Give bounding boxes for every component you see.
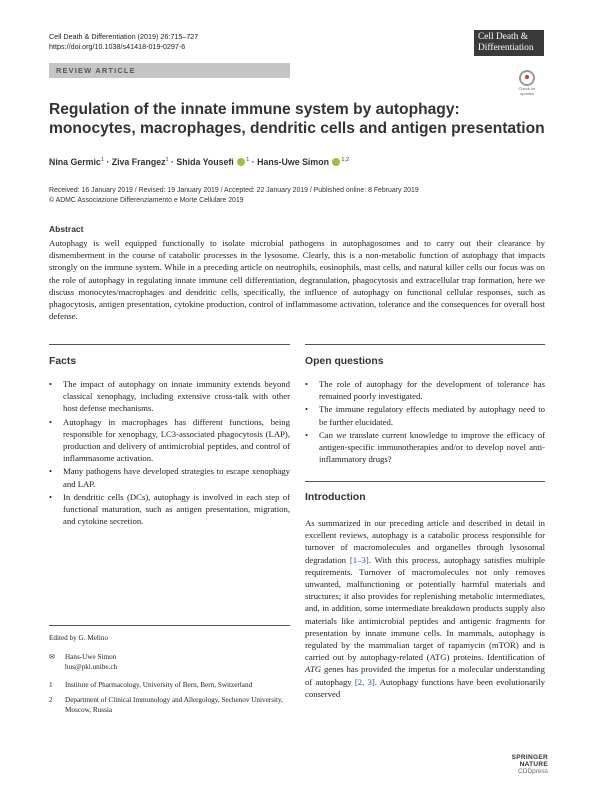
facts-list-container: [49, 378, 290, 528]
citation-link[interactable]: [2, 3]: [354, 676, 375, 687]
affiliation-number: 2: [49, 696, 53, 704]
author-3[interactable]: Shida Yousefi $^1$: [176, 156, 250, 167]
correspondence-name: Hans-Uwe Simon: [65, 653, 117, 661]
orcid-icon[interactable]: [237, 158, 245, 166]
facts-list: [49, 378, 290, 527]
open-question-item: • The role of autophagy for the development of tolerance has remained poorly investigated.: [305, 378, 545, 402]
check-for-updates-badge[interactable]: [514, 70, 540, 96]
open-questions-rule: [305, 344, 545, 345]
envelope-icon: ✉: [49, 652, 56, 661]
journal-citation: Cell Death & Differentiation (2019) 26:715–727: [49, 32, 199, 41]
check-updates-icon: [519, 70, 535, 86]
facts-item: • Many pathogens have developed strategies to escape xenophagy and LAP.: [49, 465, 290, 489]
affiliation-text: Institute of Pharmacology, University of Bern, Bern, Switzerland: [65, 681, 253, 689]
affiliation-text: Department of Clinical Immunology and Allergology, Sechenov University, Moscow, Russia: [65, 696, 283, 714]
author-4[interactable]: Hans-Uwe Simon $^{1,2}$: [257, 156, 350, 167]
correspondence-email[interactable]: hus@pki.unibe.ch: [65, 663, 118, 671]
introduction-heading: Introduction: [305, 492, 366, 503]
affiliation-1: [49, 680, 290, 690]
author-list: Nina Germic$^1$ · Ziva Frangez$^1$ · Shida Yousefi $^1$ · Hans-Uwe Simon $^{1,2}$: [49, 156, 350, 167]
journal-logo-line1: Cell Death &: [478, 32, 528, 42]
footnote-rule: [49, 625, 290, 626]
article-title: Regulation of the innate immune system by autophagy: monocytes, macrophages, dendritic cells and antigen presentation: [49, 101, 545, 137]
doi-link[interactable]: https://doi.org/10.1038/s41418-019-0297-6: [49, 42, 186, 51]
introduction-rule: [305, 481, 545, 482]
orcid-icon[interactable]: [332, 158, 340, 166]
facts-item: • Autophagy in macrophages has different functions, being responsible for xenophagy, LC3-associated phagocytosis (LAP), production and delivery of antimicrobial peptides, and control of inflammasome activation.: [49, 416, 290, 465]
affiliation-number: 1: [49, 681, 53, 689]
abstract-heading: Abstract: [49, 224, 84, 234]
publication-dates: Received: 16 January 2019 / Revised: 19 January 2019 / Accepted: 22 January 2019 / Published online: 8 February 2019: [49, 187, 419, 194]
facts-item: • In dendritic cells (DCs), autophagy is involved in each step of functional maturation, such as antigen presentation, migration, and cytokine secretion.: [49, 491, 290, 528]
journal-logo-line2: Differentiation: [478, 42, 534, 53]
publisher-name: SPRINGER NATURE: [511, 754, 548, 768]
open-questions-container: [305, 378, 545, 466]
publication-dates-block: [49, 186, 549, 206]
citation-link[interactable]: [1–3]: [349, 554, 369, 565]
edited-by: Edited by G. Melino: [49, 634, 109, 642]
author-2[interactable]: Ziva Frangez$^1$: [111, 156, 169, 167]
open-questions-list: [305, 378, 545, 465]
facts-heading: Facts: [49, 356, 77, 367]
open-question-item: • The immune regulatory effects mediated by autophagy need to be further elucidated.: [305, 403, 545, 427]
facts-rule: [49, 344, 290, 345]
journal-logo: [474, 30, 544, 56]
footnotes-block: [49, 633, 290, 715]
facts-item: • The impact of autophagy on innate immunity extends beyond classical xenophagy, including extensive cross-talk with other host defense mechanisms.: [49, 378, 290, 415]
open-questions-heading: Open questions: [305, 356, 384, 367]
publisher-logo: [488, 754, 548, 775]
open-question-item: • Can we translate current knowledge to improve the efficacy of antigen-specific immunotherapies and/or to develop novel anti-inflammatory drugs?: [305, 429, 545, 466]
copyright-line: © ADMC Associazione Differenziamento e Morte Cellulare 2019: [49, 197, 244, 204]
affiliation-2: [49, 695, 290, 715]
author-1[interactable]: Nina Germic$^1$: [49, 156, 104, 167]
introduction-text: As summarized in our preceding article and described in detail in excellent reviews, autophagy is a catabolic process responsible for turnover of macromolecules and organelles through lysosomal degradation [1–3]. With this process, autophagy satisfies multiple requirements. Turnover of macromolecules not only removes unwanted, malfunctioning or potentially harmful materials and structures; it also provides for replenishing metabolic intermediates, and, in addition, some intermediate breakdown products supply also materials like antimicrobial peptides and antigenic fragments for presentation by innate immune cells. In mammals, autophagy is regulated by the mammalian target of rapamycin (mTOR) and is carried out by autophagy-related (ATG) proteins. Identification of ATG genes has provided the impetus for a molecular understanding of autophagy [2, 3]. Autophagy functions have been evolutionarily conserved: [305, 518, 545, 699]
article-type-banner: REVIEW ARTICLE: [49, 63, 290, 78]
check-updates-label: Check for updates: [518, 86, 536, 96]
publisher-imprint: CDDpress: [518, 768, 548, 775]
correspondence: [49, 652, 290, 672]
abstract-text: Autophagy is well equipped functionally to isolate microbial pathogens in autophagosomes and to carry out their clearance by dismemberment in the course of catabolic processes in the lysosome. Clearly, this is a non-metabolic function of autophagy that impacts strongly on the immune system. While in a preceding article on neutrophils, eosinophils, mast cells, and natural killer cells our focus was on the role of autophagy in regulating innate immune cell differentiation, degranulation, phagocytosis and extracellular trap formation, here we discuss monocytes/macrophages and dendritic cells, specifically, the influence of autophagy on functional cellular responses, such as phagocytosis, antigen presentation, cytokine production, control of inflammasome activation, tolerance and the consequences for overall host defense.: [49, 238, 545, 322]
